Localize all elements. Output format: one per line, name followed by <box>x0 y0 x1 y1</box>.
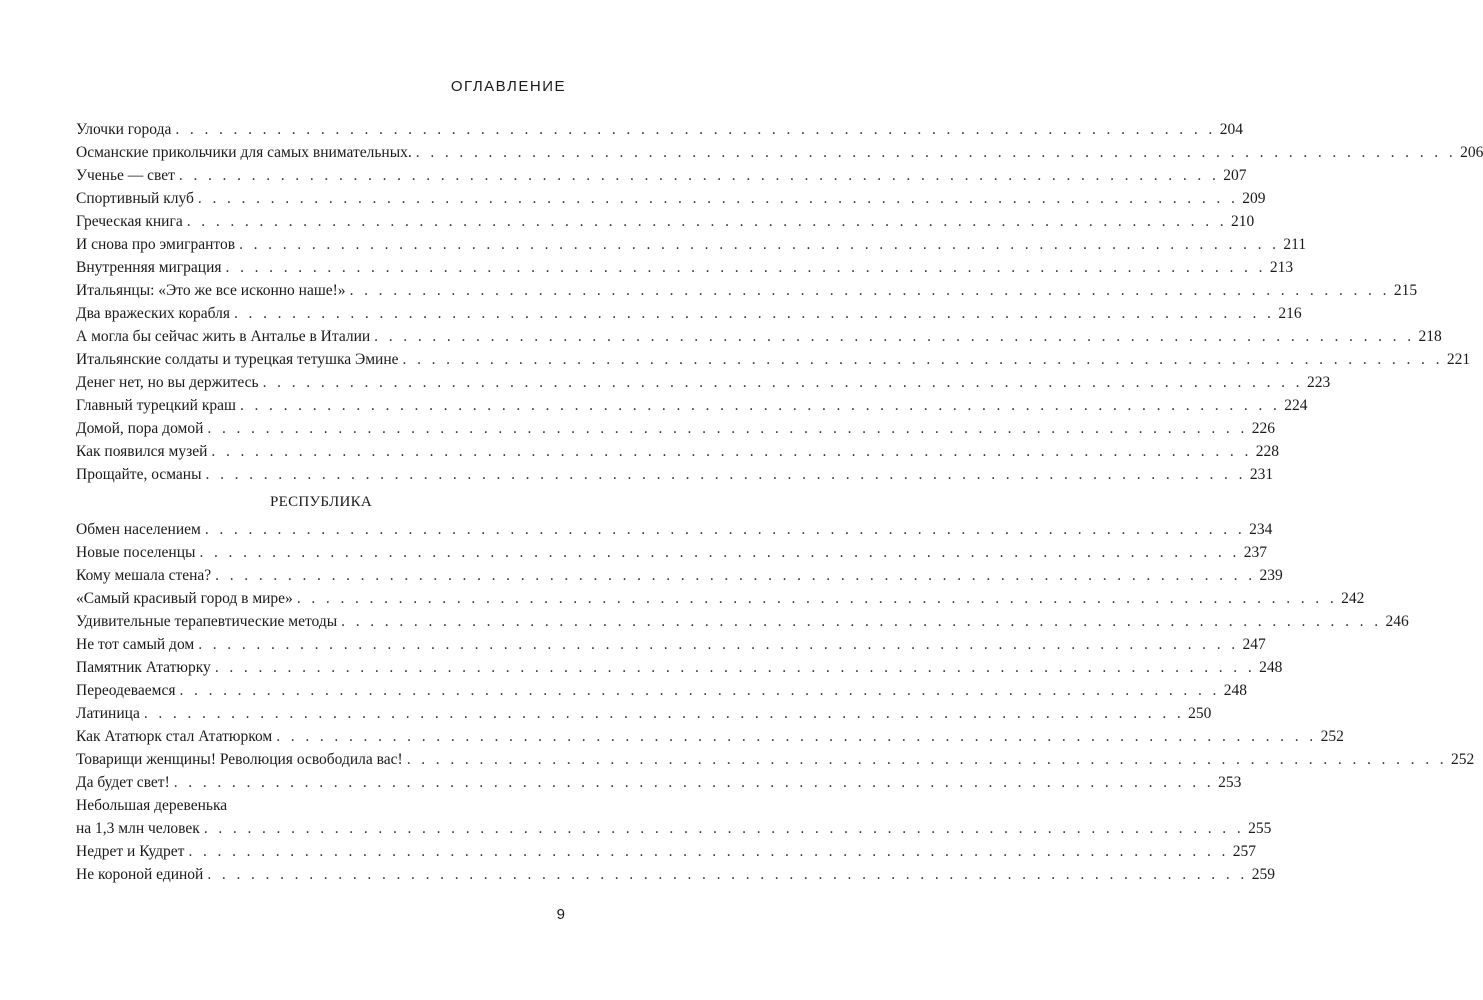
leader-dots <box>179 164 1219 187</box>
toc-entry-title: Удивительные терапевтические методы <box>76 613 338 630</box>
toc-entry[interactable] <box>76 302 1302 325</box>
toc-entry-page: 204 <box>1219 121 1243 138</box>
toc-entry-page: 247 <box>1242 636 1266 653</box>
toc-entry[interactable] <box>76 256 1294 279</box>
toc-list <box>76 518 1475 886</box>
toc-entry-page: 246 <box>1385 613 1409 630</box>
toc-entry[interactable] <box>76 325 1442 348</box>
toc-entry[interactable] <box>76 210 1255 233</box>
leader-dots <box>215 564 1255 587</box>
toc-entry[interactable] <box>76 164 1247 187</box>
leader-dots <box>297 587 1337 610</box>
toc-entry-page: 211 <box>1283 236 1307 253</box>
toc-entry-title: Прощайте, османы <box>76 466 202 483</box>
leader-dots <box>179 679 1219 702</box>
toc-entry[interactable] <box>76 348 1471 371</box>
toc-entry[interactable] <box>76 610 1409 633</box>
toc-entry[interactable] <box>76 233 1307 256</box>
toc-entry[interactable] <box>76 794 1272 840</box>
toc-entry[interactable] <box>76 417 1275 440</box>
toc-entry[interactable] <box>76 463 1274 486</box>
leader-dots <box>204 817 1244 840</box>
section-heading: РЕСПУБЛИКА <box>269 494 373 510</box>
leader-dots <box>276 725 1316 748</box>
leader-dots <box>175 118 1215 141</box>
toc-entry-page: 248 <box>1223 682 1248 699</box>
toc-entry[interactable] <box>76 633 1266 656</box>
toc-entry-title: А могла бы сейчас жить в Анталье в Италии <box>76 328 371 345</box>
toc-entry[interactable] <box>76 564 1283 587</box>
toc-entry-page: 252 <box>1451 751 1475 768</box>
leader-dots <box>211 440 1251 463</box>
toc-entry-title: Два вражеских корабля <box>76 305 230 322</box>
toc-entry-title: Латиница <box>76 705 140 722</box>
toc-entry[interactable] <box>76 541 1268 564</box>
toc-entry-title: Внутренняя миграция <box>76 259 222 276</box>
leader-dots <box>207 863 1247 886</box>
leader-dots <box>206 463 1246 486</box>
toc-entry-title: Домой, пора домой <box>76 420 204 437</box>
toc-entry-title: Новые поселенцы <box>76 544 196 561</box>
toc-entry-title: Как появился музей <box>76 443 208 460</box>
toc-entry-title: Денег нет, но вы держитесь <box>76 374 259 391</box>
leader-dots <box>215 656 1255 679</box>
toc-entry[interactable] <box>76 279 1418 302</box>
toc-entry[interactable] <box>76 679 1248 702</box>
toc-entry-title-line1: Небольшая деревенька <box>76 797 228 814</box>
toc-entry-title: Товарищи женщины! Революция освободила вас! <box>76 751 403 768</box>
toc-entry-page: 209 <box>1242 190 1266 207</box>
toc-entry-page: 242 <box>1341 590 1365 607</box>
toc-entry[interactable] <box>76 440 1279 463</box>
toc-entry[interactable] <box>76 371 1331 394</box>
leader-dots <box>144 702 1184 725</box>
leader-dots <box>226 256 1266 279</box>
toc-entry-title: Итальянцы: «Это же все исконно наше!» <box>76 282 346 299</box>
toc-entry[interactable] <box>76 656 1283 679</box>
toc-entry-title: «Самый красивый город в мире» <box>76 590 293 607</box>
toc-entry[interactable] <box>76 141 1483 164</box>
leader-dots <box>187 210 1227 233</box>
toc-entry-title: Да будет свет! <box>76 774 170 791</box>
leader-dots <box>416 141 1456 164</box>
toc-entry[interactable] <box>76 518 1273 541</box>
toc-entry[interactable] <box>76 118 1243 141</box>
toc-entry-page: 216 <box>1278 305 1302 322</box>
leader-dots <box>407 748 1447 771</box>
toc-entry-page: 253 <box>1218 774 1242 791</box>
toc-entry[interactable] <box>76 863 1275 886</box>
toc-entry[interactable] <box>76 394 1308 417</box>
page-number: 9 <box>556 906 565 923</box>
toc-entry-page: 223 <box>1306 374 1331 391</box>
toc-entry-title: Османские прикольчики для самых внимательных. <box>76 144 412 161</box>
toc-entry-page: 257 <box>1232 843 1257 860</box>
page-title: ОГЛАВЛЕНИЕ <box>450 78 566 95</box>
leader-dots <box>240 394 1280 417</box>
leader-dots <box>198 187 1238 210</box>
toc-entry-page: 250 <box>1188 705 1212 722</box>
leader-dots <box>263 371 1303 394</box>
toc-entry[interactable] <box>76 771 1242 794</box>
toc-entry-title: Ученье — свет <box>76 167 175 184</box>
toc-entry-page: 259 <box>1251 866 1275 883</box>
toc-entry-title: Обмен населением <box>76 521 201 538</box>
leader-dots <box>239 233 1279 256</box>
toc-entry-title: Кому мешала стена? <box>76 567 212 584</box>
toc-entry-title: Не короной единой <box>76 866 204 883</box>
toc-entry-title: Как Ататюрк стал Ататюрком <box>76 728 273 745</box>
toc-entry-title: Переодеваемся <box>76 682 176 699</box>
toc-entry-page: 218 <box>1418 328 1442 345</box>
toc-entry-page: 206 <box>1460 144 1483 161</box>
toc-entry-title-line2: на 1,3 млн человек <box>76 820 200 837</box>
leader-dots <box>205 518 1245 541</box>
toc-entry-title: Греческая книга <box>76 213 183 230</box>
toc-entry-page: 213 <box>1269 259 1294 276</box>
leader-dots <box>234 302 1274 325</box>
leader-dots <box>341 610 1381 633</box>
toc-entry[interactable] <box>76 840 1257 863</box>
toc-entry[interactable] <box>76 187 1266 210</box>
toc-entry-page: 239 <box>1259 567 1283 584</box>
toc-entry-title: И снова про эмигрантов <box>76 236 236 253</box>
toc-entry-page: 224 <box>1284 397 1308 414</box>
toc-entry-page: 228 <box>1255 443 1279 460</box>
leader-dots <box>174 771 1214 794</box>
toc-entry-title: Недрет и Кудрет <box>76 843 185 860</box>
leader-dots <box>199 541 1239 564</box>
toc-entry-title: Главный турецкий краш <box>76 397 236 414</box>
toc-entry-page: 252 <box>1320 728 1344 745</box>
leader-dots <box>374 325 1414 348</box>
leader-dots <box>207 417 1247 440</box>
toc-entry-page: 221 <box>1446 351 1471 368</box>
toc-entry-page: 234 <box>1249 521 1273 538</box>
toc-entry[interactable] <box>76 702 1212 725</box>
leader-dots <box>403 348 1443 371</box>
toc-entry[interactable] <box>76 748 1475 771</box>
toc-entry-title: Памятник Ататюрку <box>76 659 211 676</box>
toc-entry-page: 255 <box>1248 820 1272 837</box>
toc-entry-title: Итальянские солдаты и турецкая тетушка Эмине <box>76 351 399 368</box>
toc-entry-title: Не тот самый дом <box>76 636 195 653</box>
toc-list <box>76 118 1483 486</box>
toc-entry-page: 248 <box>1259 659 1283 676</box>
toc-entry-page: 237 <box>1243 544 1268 561</box>
leader-dots <box>198 633 1238 656</box>
toc-entry-title: Спортивный клуб <box>76 190 194 207</box>
toc-entry-page: 215 <box>1393 282 1418 299</box>
toc-entry[interactable] <box>76 725 1344 748</box>
leader-dots <box>188 840 1228 863</box>
toc-entry-page: 226 <box>1251 420 1275 437</box>
toc-entry-page: 207 <box>1223 167 1247 184</box>
toc-entry[interactable] <box>76 587 1365 610</box>
toc-entry-title: Улочки города <box>76 121 172 138</box>
leader-dots <box>350 279 1390 302</box>
toc-entry-page: 231 <box>1249 466 1274 483</box>
toc-entry-page: 210 <box>1231 213 1255 230</box>
